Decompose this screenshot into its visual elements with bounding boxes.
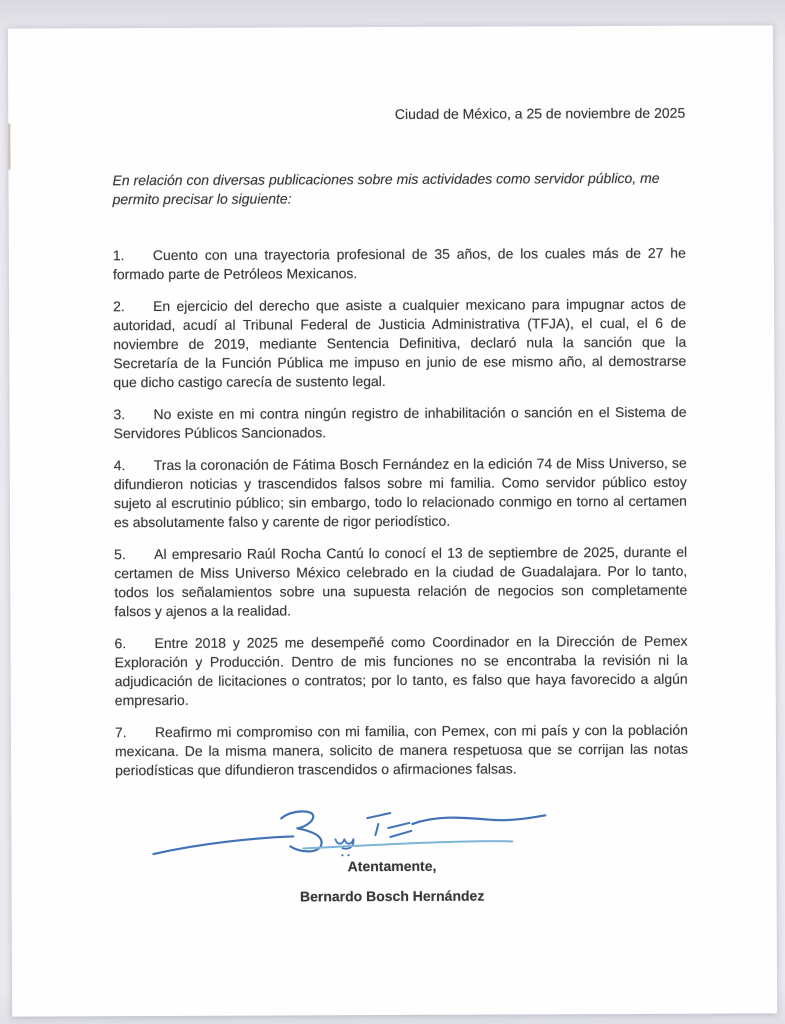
paragraph-number: 3. <box>113 406 126 423</box>
paragraph-text: No existe en mi contra ningún registro de inhabilitación o sanción en el Sistema de Servidores Públicos Sancionados. <box>113 403 687 442</box>
signature-stroke <box>388 823 409 828</box>
paragraph-number: 2. <box>113 298 125 315</box>
paragraph-number: 7. <box>114 724 127 741</box>
letter-page <box>8 25 777 1016</box>
paragraph-text: Tras la coronación de Fátima Bosch Fernández en la edición 74 de Miss Universo, se difundieron noticias y trascendidos falsos sobre mi familia. Como servidor público estoy sujeto al escrutinio público; sin embargo, todo lo relacionado conmigo en torno al certamen es absolutamente falso y carente de rigor periodístico. <box>113 454 687 531</box>
paragraph-text: Al empresario Raúl Rocha Cantú lo conocí el 13 de septiembre de 2025, durante el certamen de Miss Universo México celebrado en la ciudad de Guadalajara. Por lo tanto, todos los señalamientos sobre una supuesta relación de negocios son completamente falsos y ajenos a la realidad. <box>114 543 688 620</box>
signature-stroke <box>375 824 378 835</box>
paragraph-text: En ejercicio del derecho que asiste a cualquier mexicano para impugnar actos de autoridad, acudí al Tribunal Federal de Justicia Administrativa (TFJA), el cual, el 6 de noviembre de 2019, mediante Sentencia Definitiva, declaró nula la sanción que la Secretaría de la Función Pública me impuso en junio de ese mismo año, al demostrarse que dicho castigo carecía de sustento legal. <box>113 295 687 391</box>
signature-underline <box>303 841 512 848</box>
letter-paragraph <box>114 632 687 710</box>
letter-paragraph <box>114 454 687 532</box>
signature-dot <box>347 854 349 856</box>
letter-paragraph <box>114 543 687 621</box>
signature-stroke <box>412 815 545 824</box>
intro-paragraph: En relación con diversas publicaciones sobre mis actividades como servidor público, me permito precisar lo siguiente: <box>112 169 660 208</box>
closing-salutation: Atentamente, <box>347 857 437 875</box>
paragraph-number: 5. <box>114 546 126 563</box>
date-line: Ciudad de México, a 25 de noviembre de 2025 <box>394 104 686 122</box>
letter-paragraph <box>115 721 688 780</box>
signature <box>143 796 663 862</box>
paragraph-text: Entre 2018 y 2025 me desempeñé como Coordinador en la Dirección de Pemex Exploración y Producción. Dentro de mis funciones no se encontraba la revisión ni la adjudicación de licitaciones o contratos; por lo tanto, es falso que haya favorecido a algún empresario. <box>114 632 688 709</box>
signature-stroke <box>281 811 321 851</box>
signature-area <box>115 796 688 862</box>
signature-stroke <box>367 813 390 818</box>
signatory-name: Bernardo Bosch Hernández <box>299 887 485 905</box>
scan-edge-artifact <box>8 124 10 170</box>
letter-paragraph <box>113 244 686 284</box>
paragraph-list <box>113 244 688 780</box>
paragraph-number: 6. <box>114 635 127 652</box>
paragraph-text: Reafirmo mi compromiso con mi familia, con Pemex, con mi país y con la población mexicana. De la misma manera, solicito de manera respetuosa que se corrijan las notas periodísticas que difundieron trascendidos o afirmaciones falsas. <box>114 721 689 779</box>
signature-dot <box>341 854 343 856</box>
paragraph-text: Cuento con una trayectoria profesional de 35 años, de los cuales más de 27 he formado parte de Petróleos Mexicanos. <box>112 244 686 283</box>
paragraph-number: 1. <box>112 247 125 264</box>
letter-paragraph <box>113 403 686 443</box>
signature-stroke <box>390 831 411 837</box>
paragraph-number: 4. <box>113 457 126 474</box>
signature-stroke <box>153 836 293 854</box>
closing-block <box>105 856 678 907</box>
letter-paragraph <box>113 295 686 392</box>
